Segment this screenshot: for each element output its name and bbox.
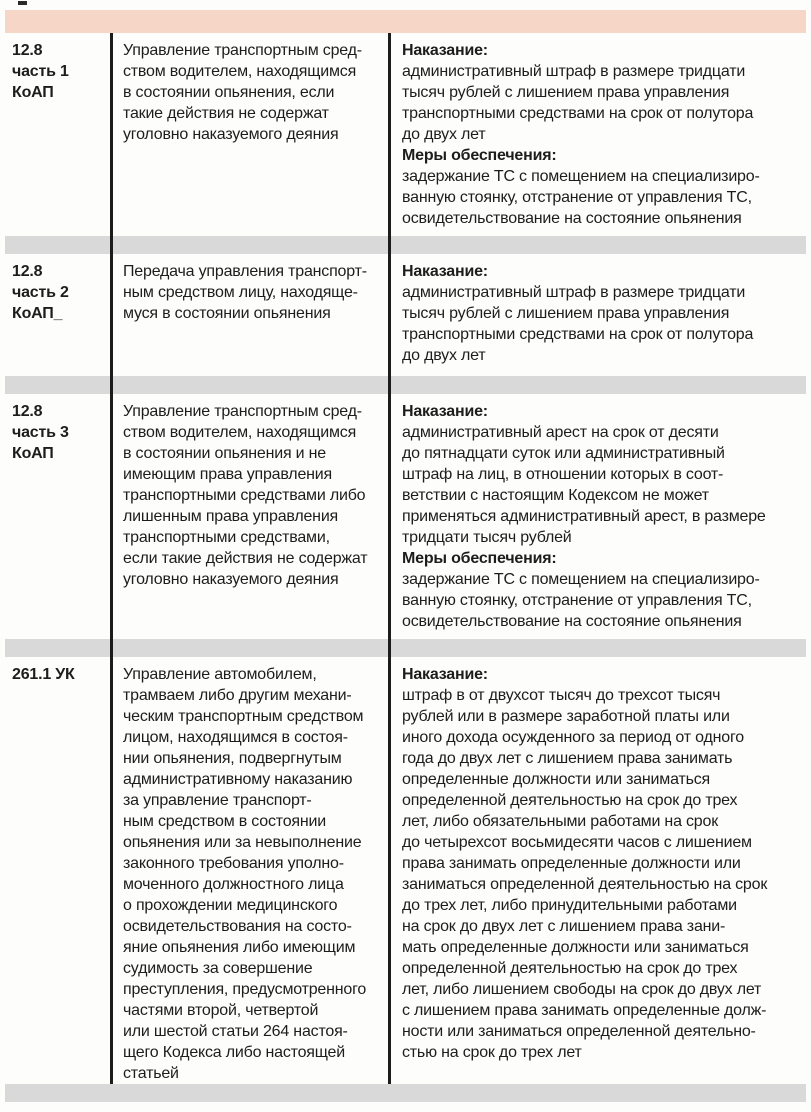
penalty-cell [388, 657, 806, 1084]
text-line: ством водителем, находящимся [123, 424, 357, 441]
text-line: рублей или в размере заработной платы или [402, 708, 730, 725]
text-line: определенной деятельностью на срок до трех [402, 960, 738, 977]
text-line: преступления, предусмотренного [123, 981, 367, 998]
text-line: Наказание: [402, 666, 488, 683]
text-line: частями второй, четвертой [123, 1002, 319, 1019]
text-line: лишенным права управления [123, 508, 339, 525]
penalty-cell [388, 33, 806, 236]
text-line: 12.8 [12, 263, 43, 280]
text-line: муся в состоянии опьянения [123, 305, 331, 322]
table-row [5, 657, 806, 1084]
text-line: заниматься определенной деятельностью на срок [402, 876, 768, 893]
text-line: лет, либо лишением свободы на срок до двух лет [402, 981, 762, 998]
text-line: административному наказанию [123, 771, 353, 788]
text-line: административный арест на срок от десяти [402, 424, 719, 441]
text-line: с лишением права занимать определенные долж- [402, 1002, 767, 1019]
text-line: стью на срок до трех лет [402, 1044, 582, 1061]
text-line: опьянения или за невыполнение [123, 834, 362, 851]
text-line: до четырехсот восьмидесяти часов с лишением [402, 834, 752, 851]
text-line: Управление транспортным сред- [123, 42, 362, 59]
article-cell [5, 657, 110, 1084]
text-line: в состоянии опьянения и не [123, 445, 326, 462]
text-line: 261.1 УК [12, 666, 75, 683]
text-line: транспортными средствами, [123, 529, 330, 546]
text-line: лицом, находящимся в состоя- [123, 729, 348, 746]
text-line: 12.8 [12, 42, 43, 59]
text-line: до трех лет, либо принудительными работами [402, 897, 737, 914]
text-line: Управление транспортным сред- [123, 403, 362, 420]
column-divider [110, 33, 113, 1084]
text-line: ным средством в состоянии [123, 813, 327, 830]
text-line: Наказание: [402, 403, 488, 420]
text-line: до двух лет [402, 126, 486, 143]
offense-cell [110, 394, 388, 639]
text-line: транспортными средствами на срок от полутора [402, 105, 754, 122]
text-line: такие действия не содержат [123, 105, 329, 122]
text-line: лет, либо обязательными работами на срок [402, 813, 719, 830]
text-line: нии опьянения, подвергнутым [123, 750, 342, 767]
text-line: судимость за совершение [123, 960, 313, 977]
text-line: законного требования уполно- [123, 855, 344, 872]
text-line: иного дохода осужденного за период от одного [402, 729, 744, 746]
text-line: задержание ТС с помещением на специализиро- [402, 571, 760, 588]
offense-cell [110, 33, 388, 236]
text-line: статьей [123, 1065, 179, 1082]
text-line: имеющим права управления [123, 466, 332, 483]
scan-artifact [18, 1, 27, 5]
penalty-cell [388, 254, 806, 376]
text-line: Меры обеспечения: [402, 147, 557, 164]
text-line: года до двух лет с лишением права занимать [402, 750, 733, 767]
text-line: щего Кодекса либо настоящей [123, 1044, 345, 1061]
row-separator [5, 639, 806, 657]
text-line: ческим транспортным средством [123, 708, 364, 725]
row-separator [5, 376, 806, 394]
header-accent-bar [5, 10, 806, 33]
text-line: применяться административный арест, в размере [402, 508, 766, 525]
text-line: в состоянии опьянения, если [123, 84, 335, 101]
text-line: тысяч рублей с лишением права управления [402, 305, 730, 322]
offense-cell [110, 254, 388, 376]
table-row [5, 394, 806, 639]
article-cell [5, 394, 110, 639]
text-line: уголовно наказуемого деяния [123, 126, 339, 143]
text-line: тридцати тысяч рублей [402, 529, 572, 546]
violations-table [5, 33, 806, 1084]
text-line: 12.8 [12, 403, 43, 420]
text-line: часть 2 [12, 284, 69, 301]
article-cell [5, 254, 110, 376]
text-line: или шестой статьи 264 настоя- [123, 1023, 348, 1040]
text-line: задержание ТС с помещением на специализиро- [402, 168, 760, 185]
text-line: освидетельствования на состо- [123, 918, 352, 935]
text-line: определенной деятельностью на срок до трех [402, 792, 738, 809]
offense-cell [110, 657, 388, 1084]
text-line: ветствии с настоящим Кодексом не может [402, 487, 709, 504]
text-line: до двух лет [402, 347, 486, 364]
text-line: административный штраф в размере тридцати [402, 63, 746, 80]
row-separator [5, 236, 806, 254]
text-line: КоАП_ [12, 305, 63, 322]
text-line: ванную стоянку, отстранение от управления ТС, [402, 189, 752, 206]
text-line: освидетельствование на состояние опьянения [402, 210, 742, 227]
text-line: административный штраф в размере тридцати [402, 284, 746, 301]
text-line: за управление транспорт- [123, 792, 312, 809]
text-line: транспортными средствами либо [123, 487, 366, 504]
text-line: штраф на лиц, в отношении которых в соот- [402, 466, 724, 483]
text-line: транспортными средствами на срок от полутора [402, 326, 754, 343]
article-cell [5, 33, 110, 236]
penalty-cell [388, 394, 806, 639]
text-line: штраф в от двухсот тысяч до трехсот тысяч [402, 687, 721, 704]
text-line: КоАП [12, 84, 54, 101]
text-line: мать определенные должности или заниматься [402, 939, 749, 956]
text-line: ванную стоянку, отстранение от управления ТС, [402, 592, 752, 609]
text-line: освидетельствование на состояние опьянения [402, 613, 742, 630]
table-row [5, 254, 806, 376]
text-line: ным средством лицу, находяще- [123, 284, 358, 301]
text-line: если такие действия не содержат [123, 550, 368, 567]
text-line: Передача управления транспорт- [123, 263, 367, 280]
text-line: на срок до двух лет с лишением права зани- [402, 918, 726, 935]
text-line: тысяч рублей с лишением права управления [402, 84, 730, 101]
text-line: Наказание: [402, 263, 488, 280]
column-divider [388, 33, 391, 1084]
text-line: Меры обеспечения: [402, 550, 557, 567]
table-row [5, 33, 806, 236]
text-line: Наказание: [402, 42, 488, 59]
text-line: ством водителем, находящимся [123, 63, 357, 80]
text-line: трамваем либо другим механи- [123, 687, 352, 704]
text-line: моченного должностного лица [123, 876, 344, 893]
text-line: часть 1 [12, 63, 69, 80]
text-line: до пятнадцати суток или административный [402, 445, 725, 462]
text-line: ности или заниматься определенной деятельно- [402, 1023, 756, 1040]
bottom-separator-bar [5, 1084, 806, 1102]
text-line: Управление автомобилем, [123, 666, 317, 683]
text-line: яние опьянения либо имеющим [123, 939, 356, 956]
text-line: права занимать определенные должности или [402, 855, 741, 872]
text-line: уголовно наказуемого деяния [123, 571, 339, 588]
text-line: КоАП [12, 445, 54, 462]
text-line: о прохождении медицинского [123, 897, 338, 914]
text-line: часть 3 [12, 424, 69, 441]
text-line: определенные должности или заниматься [402, 771, 710, 788]
